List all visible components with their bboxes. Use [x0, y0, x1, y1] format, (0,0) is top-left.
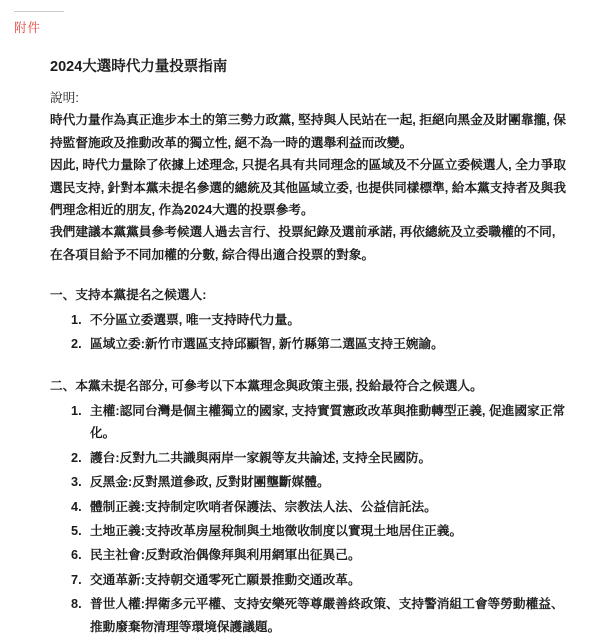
- policy-item-defense: 護台:反對九二共識與兩岸一家親等友共論述, 支持全民國防。: [90, 450, 432, 465]
- paragraph-principles: 時代力量作為真正進步本土的第三勢力政黨, 堅持與人民站在一起, 拒絕向黑金及財團靠攏, 保持監督施政及推動改革的獨立性, 絕不為一時的選舉利益而改變。: [50, 113, 566, 150]
- attachment-label: 附件: [14, 11, 64, 36]
- policy-item-democratic-society: 民主社會:反對政治偶像拜與利用網軍出征異己。: [90, 548, 361, 563]
- section-two-heading: 二、本黨未提名部分, 可參考以下本黨理念與政策主張, 投給最符合之候選人。: [50, 379, 483, 394]
- policy-item-anti-corruption: 反黑金:反對黑道參政, 反對財團壟斷媒體。: [90, 475, 330, 490]
- policy-item-human-rights: 普世人權:捍衛多元平權、支持安樂死等尊嚴善終政策、支持警消組工會等勞動權益、推動廢棄物清理等環境保護議題。: [90, 597, 564, 634]
- document-content: [50, 55, 568, 638]
- intro-label: 說明:: [50, 91, 79, 105]
- policy-item-traffic-reform: 交通革新:支持朝交通零死亡願景推動交通改革。: [90, 572, 361, 587]
- section-one-heading: 一、支持本黨提名之候選人:: [50, 288, 207, 303]
- policy-item-sovereignty: 主權:認同台灣是個主權獨立的國家, 支持實質憲政改革與推動轉型正義, 促進國家正常化。: [90, 403, 566, 441]
- section-policies: [50, 375, 568, 637]
- nominee-item-district: 區域立委:新竹市選區支持邱顯智, 新竹縣第二選區支持王婉諭。: [90, 337, 444, 352]
- nominee-list: [50, 309, 568, 356]
- policy-list: [50, 400, 568, 638]
- policy-item-land-justice: 土地正義:支持改革房屋稅制與土地徵收制度以實現土地居住正義。: [90, 523, 463, 538]
- policy-item-institutional-justice: 體制正義:支持制定吹哨者保護法、宗教法人法、公益信託法。: [90, 499, 437, 514]
- paragraph-recommendation: 我們建議本黨黨員參考候選人過去言行、投票紀錄及選前承諾, 再依總統及立委職權的不同, 在各項目給予不同加權的分數, 綜合得出適合投票的對象。: [50, 225, 556, 262]
- document-title: 2024大選時代力量投票指南: [50, 59, 228, 75]
- nominee-item-party-list: 不分區立委選票, 唯一支持時代力量。: [90, 312, 301, 327]
- paragraph-nomination: 因此, 時代力量除了依據上述理念, 只提名具有共同理念的區域及不分區立委候選人, 全力爭取選民支持, 針對本黨未提名參選的總統及其他區域立委, 也提供同樣標準, 給本黨支持者及與我們理念相近的朋友, 作為2024大選的投票參考。: [50, 158, 566, 218]
- section-nominees: [50, 284, 568, 355]
